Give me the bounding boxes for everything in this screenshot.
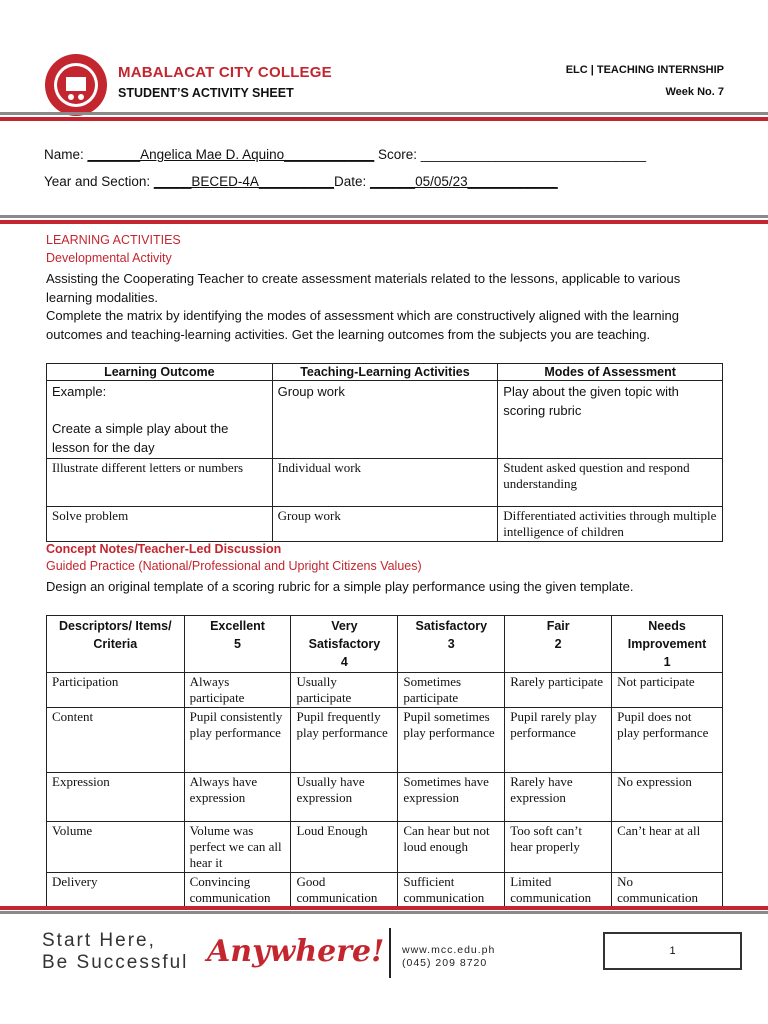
matrix-example-row [47, 381, 723, 459]
rubric-cell: Rarely have expression [505, 773, 612, 822]
developmental-activity-subheading: Developmental Activity [46, 251, 172, 265]
rubric-row [47, 873, 723, 908]
matrix-cell [47, 381, 273, 459]
rubric-criterion-cell: Participation [47, 673, 185, 708]
rubric-header-cell: Needs Improvement 1 [612, 616, 723, 673]
rubric-header-row [47, 616, 723, 673]
college-logo [44, 53, 108, 117]
header-rule-grey [0, 112, 768, 115]
concept-paragraph: Design an original template of a scoring rubric for a simple play performance using the given template. [46, 579, 634, 594]
rubric-cell: Pupil rarely play performance [505, 708, 612, 773]
header-rule-red [0, 117, 768, 121]
matrix-cell: Illustrate different letters or numbers [47, 459, 273, 507]
rubric-header-cell: Descriptors/ Items/ Criteria [47, 616, 185, 673]
rubric-cell: Usually participate [291, 673, 398, 708]
form-rule-red [0, 220, 768, 224]
name-label: Name: [44, 147, 88, 162]
rubric-cell: Usually have expression [291, 773, 398, 822]
scoring-rubric-table [46, 615, 723, 908]
date-field[interactable]: ______05/05/23____________ [370, 174, 558, 189]
name-score-line [44, 147, 646, 162]
footer-rule-grey [0, 911, 768, 914]
matrix-cell: Play about the given topic with scoring rubric [498, 381, 723, 459]
rubric-cell: Sometimes participate [398, 673, 505, 708]
matrix-cell: Individual work [272, 459, 498, 507]
course-label: ELC | TEACHING INTERNSHIP [565, 64, 724, 76]
rubric-cell: Pupil does not play performance [612, 708, 723, 773]
week-label: Week No. 7 [665, 86, 724, 98]
rubric-cell: Loud Enough [291, 822, 398, 873]
rubric-cell: No expression [612, 773, 723, 822]
year-section-field[interactable]: _____BECED-4A__________ [153, 174, 334, 189]
concept-notes-heading: Concept Notes/Teacher-Led Discussion [46, 542, 282, 556]
matrix-header-row [47, 364, 723, 381]
matrix-row [47, 507, 723, 542]
assessment-matrix-table [46, 363, 723, 542]
rubric-row [47, 822, 723, 873]
rubric-criterion-cell: Expression [47, 773, 185, 822]
rubric-cell: Can’t hear at all [612, 822, 723, 873]
rubric-cell: Always have expression [184, 773, 291, 822]
rubric-cell: Can hear but not loud enough [398, 822, 505, 873]
rubric-cell: Sometimes have expression [398, 773, 505, 822]
form-rule-grey [0, 215, 768, 218]
matrix-header-cell: Teaching-Learning Activities [272, 364, 498, 381]
slogan-line-2: Be Successful [42, 952, 189, 973]
footer-rule-red [0, 906, 768, 910]
example-outcome: Create a simple play about the lesson for the day [52, 421, 229, 455]
rubric-cell: Convincing communication [184, 873, 291, 908]
matrix-cell: Differentiated activities through multiple intelligence of children [498, 507, 723, 542]
guided-practice-subheading: Guided Practice (National/Professional and Upright Citizens Values) [46, 559, 422, 573]
matrix-header-cell: Modes of Assessment [498, 364, 723, 381]
rubric-header-cell: Excellent 5 [184, 616, 291, 673]
rubric-cell: Rarely participate [505, 673, 612, 708]
page-number-box: 1 [603, 932, 742, 970]
rubric-cell: Sufficient communication [398, 873, 505, 908]
rubric-header-cell: Fair 2 [505, 616, 612, 673]
rubric-criterion-cell: Content [47, 708, 185, 773]
rubric-criterion-cell: Volume [47, 822, 185, 873]
name-field[interactable]: _______Angelica Mae D. Aquino____________ [87, 147, 375, 162]
rubric-cell: No communication [612, 873, 723, 908]
phone-text: (045) 209 8720 [402, 957, 488, 969]
rubric-header-cell: Very Satisfactory 4 [291, 616, 398, 673]
matrix-header-cell: Learning Outcome [47, 364, 273, 381]
college-name: MABALACAT CITY COLLEGE [118, 64, 332, 81]
year-label: Year and Section: [44, 174, 154, 189]
website-text: www.mcc.edu.ph [402, 944, 496, 956]
slogan-line-1: Start Here, [42, 930, 156, 951]
matrix-row [47, 459, 723, 507]
score-field[interactable]: ______________________________ [420, 147, 647, 162]
rubric-header-cell: Satisfactory 3 [398, 616, 505, 673]
slogan-accent: Anywhere! [207, 934, 385, 969]
matrix-cell: Solve problem [47, 507, 273, 542]
rubric-cell: Volume was perfect we can all hear it [184, 822, 291, 873]
matrix-cell: Student asked question and respond understanding [498, 459, 723, 507]
learning-paragraph-1: Assisting the Cooperating Teacher to create assessment materials related to the lessons, applicable to various learning modalities. [46, 271, 681, 305]
learning-activities-heading: LEARNING ACTIVITIES [46, 233, 181, 247]
rubric-cell: Pupil consistently play performance [184, 708, 291, 773]
year-date-line [44, 174, 558, 189]
matrix-cell: Group work [272, 381, 498, 459]
footer-divider [389, 928, 391, 978]
rubric-cell: Always participate [184, 673, 291, 708]
rubric-cell: Pupil frequently play performance [291, 708, 398, 773]
example-label: Example: [52, 384, 107, 399]
rubric-criterion-cell: Delivery [47, 873, 185, 908]
rubric-row [47, 773, 723, 822]
sheet-title: STUDENT’S ACTIVITY SHEET [118, 86, 294, 100]
rubric-cell: Good communication [291, 873, 398, 908]
rubric-cell: Limited communication [505, 873, 612, 908]
learning-paragraph-2: Complete the matrix by identifying the modes of assessment which are constructively aligned with the learning outcomes and teaching-learning activities. Get the learning outcomes from the subjects you are teaching. [46, 308, 679, 342]
rubric-cell: Pupil sometimes play performance [398, 708, 505, 773]
rubric-row [47, 673, 723, 708]
rubric-cell: Not participate [612, 673, 723, 708]
date-label: Date: [333, 174, 371, 189]
score-label: Score: [374, 147, 421, 162]
rubric-row [47, 708, 723, 773]
rubric-cell: Too soft can’t hear properly [505, 822, 612, 873]
matrix-cell: Group work [272, 507, 498, 542]
